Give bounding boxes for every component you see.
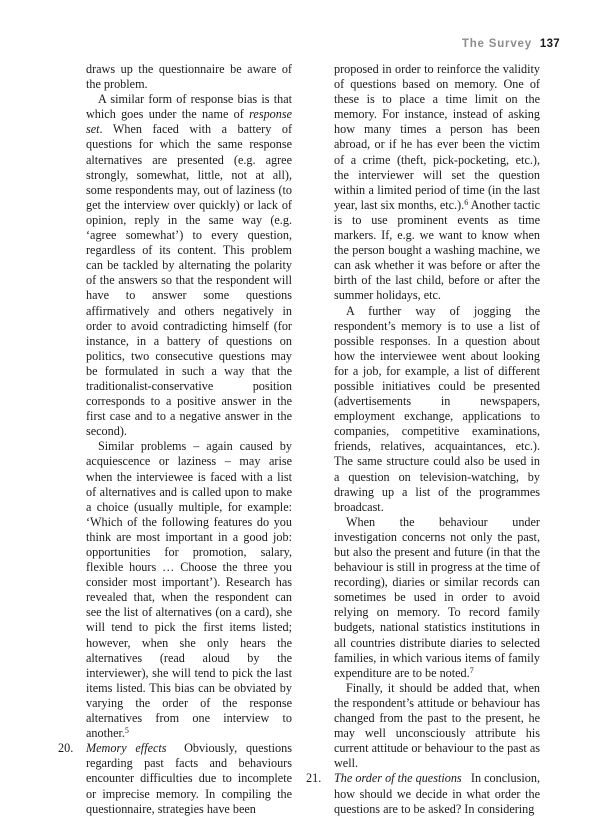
right-column	[306, 62, 540, 817]
paragraph-acquiescence: Similar problems – again caused by acquiescence or laziness – may arise when the interviewee is faced with a list of alternatives and is called upon to make a choice (usually multiple, for example: ‘Which of the following features do you think are most important in a good job: opportunities for promotion, salary, flexible hours … Choose the three you consider most important’). Research has revealed that, when the respondent can see the list of alternatives (on a card), she will tend to pick the first items listed; however, when she only hears the alternatives (read aloud by the interviewer), she will tend to pick the last items listed. This bias can be obviated by varying the order of the response alternatives from one interview to another.$^5$	[86, 439, 292, 741]
item-number: 20.	[58, 741, 74, 756]
numbered-item-20: 20. Memory effects Obviously, questions regarding past facts and behaviours encounter difficulties due to incomplete or imprecise memory. In compiling the questionnaire, strategies have been	[58, 741, 292, 816]
paragraph-response-set: A similar form of response bias is that which goes under the name of response set. When faced with a battery of questions for which the same response alternatives are presented (e.g. agree strongly, somewhat, little, not at all), some respondents may, out of laziness (to get the interview over quickly) or lack of opinion, reply in the same way (e.g. ‘agree somewhat’) to every question, regardless of its content. This problem can be tackled by alternating the polarity of the answers so that the respondent will have to answer some questions affirmatively and others negatively in order to avoid contradicting himself (for instance, in a battery of questions on politics, two consecutive questions may be formulated in such a way that the traditionalist-conservative position corresponds to a positive answer in the first case and to a negative answer in the second).	[86, 92, 293, 439]
paragraph-memory-limits: proposed in order to reinforce the validity of questions based on memory. One of these is to place a time limit on the memory. For instance, instead of asking how many times a person has been abroad, or if he has ever been the victim of a crime (theft, pick-pocketing, etc.), the interviewer will set the question within a limited period of time (in the last year, last six months, etc.).$^6$ Another tactic is to use prominent events as time markers. If, e.g. we want to know when the person bought a washing machine, we can ask whether it was before or after the birth of the last child, before or after the summer holidays, etc.	[334, 62, 540, 303]
numbered-item-21: 21. The order of the questions In conclusion, how should we decide in what order the questions are to be asked? In considering	[306, 771, 540, 816]
item-number: 21.	[306, 771, 322, 786]
running-head	[462, 38, 560, 50]
paragraph: A further way of jogging the respondent’s memory is to use a list of possible responses. In a question about how the interviewee went about looking for a job, for example, a list of different possible initiatives could be presented (advertisements in newspapers, employment exchange, applications to companies, competitive examinations, friends, relatives, acquaintances, etc.). The same structure could also be used in a question on television-watching, by drawing up a list of the programmes broadcast.	[334, 303, 540, 514]
paragraph: Finally, it should be added that, when the respondent’s attitude or behaviour has changed from the past to the present, he may well unconsciously attribute his current attitude or behaviour to the past as well.	[334, 680, 540, 771]
page-number: 137	[539, 38, 560, 50]
running-title: The Survey	[461, 38, 532, 50]
paragraph-diaries: When the behaviour under investigation concerns not only the past, but also the present and future (in that the behaviour is still in progress at the time of recording), diaries or similar records can sometimes be used in order to avoid relying on memory. To record family budgets, national statistics institutions in all countries distribute diaries to selected families, in which various items of family expenditure are to be noted.$^7$	[334, 514, 540, 680]
item-title: Memory effects	[86, 741, 167, 756]
term-response-set: response set	[86, 107, 293, 137]
left-column	[58, 62, 293, 817]
footnote-ref: 6	[464, 197, 469, 207]
paragraph: draws up the questionnaire be aware of the problem.	[86, 62, 292, 92]
item-title: The order of the questions	[334, 771, 462, 786]
footnote-ref: 5	[124, 726, 129, 736]
footnote-ref: 7	[469, 665, 474, 675]
